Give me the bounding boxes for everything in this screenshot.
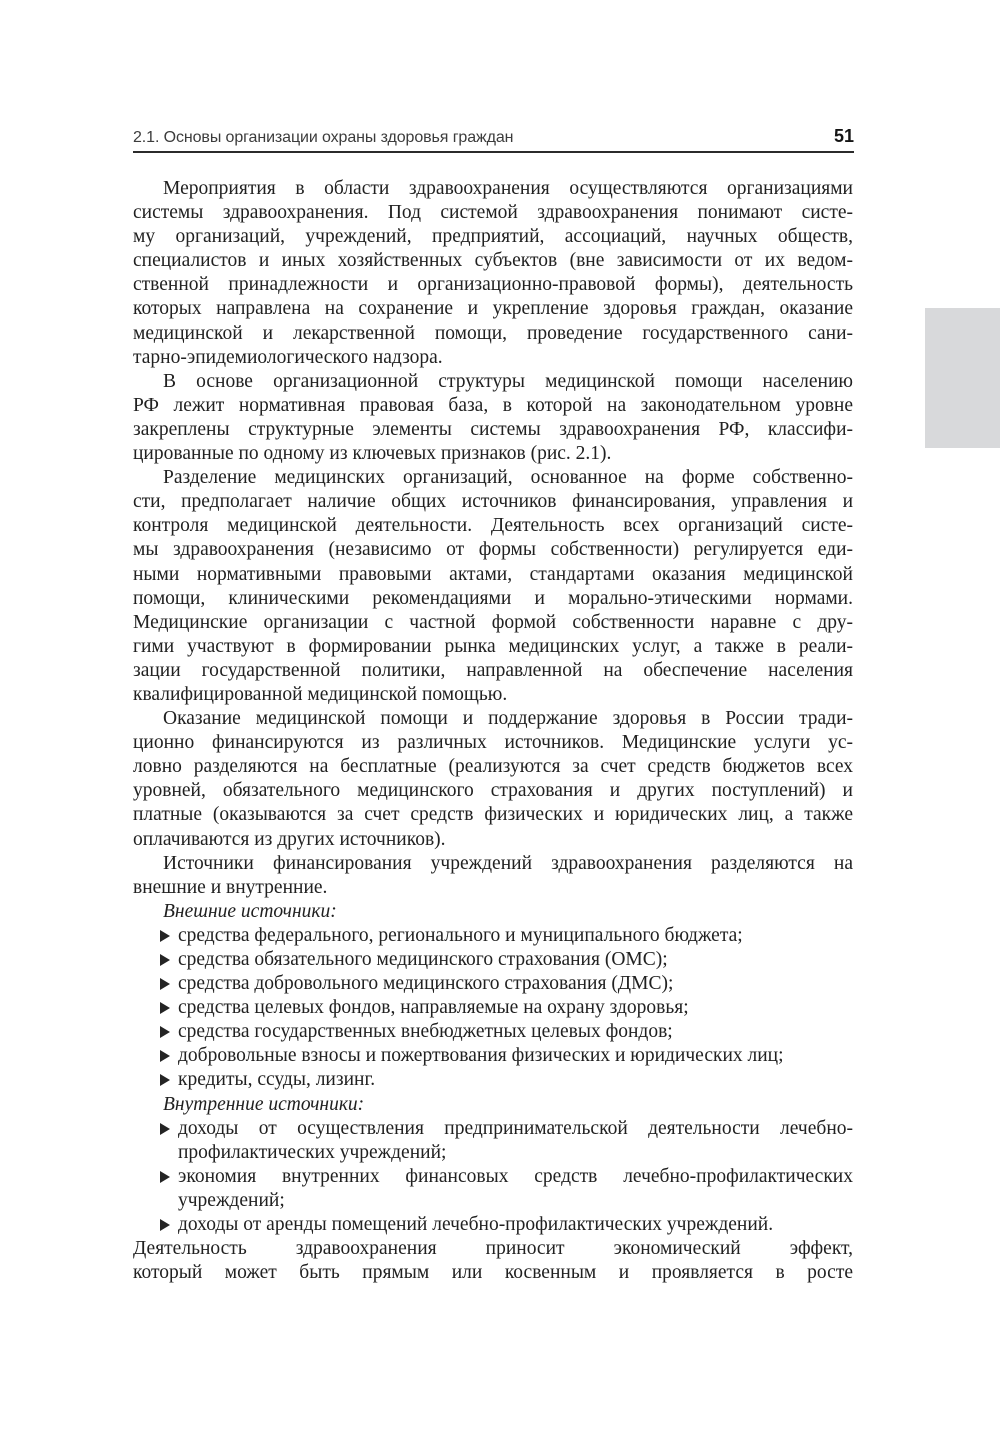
paragraph	[133, 370, 853, 466]
list-item-text	[178, 1068, 853, 1092]
text-line: помощи, клиническими рекомендациями и морально-этическими нормами.	[133, 587, 853, 609]
list-item	[133, 948, 853, 972]
text-line: средства федерального, регионального и муниципального бюджета;	[178, 924, 743, 946]
section-header-title: 2.1. Основы организации охраны здоровья граждан	[133, 129, 514, 146]
text-line: контроля медицинской деятельности. Деятельность всех организаций систе-	[133, 515, 853, 537]
triangle-right-bullet-icon	[160, 1026, 170, 1038]
text-line: гими участвуют в формировании рынка медицинских услуг, а также в реали-	[133, 635, 853, 657]
text-line: ными нормативными правовыми актами, стандартами оказания медицинской	[133, 563, 853, 585]
text-line: сти, предполагает наличие общих источников финансирования, управления и	[133, 491, 853, 513]
list-item-text	[178, 1020, 853, 1044]
text-line: кредиты, ссуды, лизинг.	[178, 1069, 376, 1091]
paragraph	[133, 466, 853, 707]
list-item	[133, 924, 853, 948]
text-line: добровольные взносы и пожертвования физических и юридических лиц;	[178, 1045, 784, 1067]
list-item-text	[178, 1044, 853, 1068]
text-line: специалистов и иных хозяйственных субъектов (вне зависимости от их ведом-	[133, 250, 853, 272]
list-item-text	[178, 972, 853, 996]
list-item-text	[178, 1165, 853, 1213]
text-line: зации государственной политики, направленной на обеспечение населения	[133, 659, 853, 681]
text-line: учреждений;	[178, 1189, 285, 1211]
text-line: квалифицированной медицинской помощью.	[133, 683, 508, 705]
text-line: средства обязательного медицинского страхования (ОМС);	[178, 949, 668, 970]
text-line: ственной принадлежности и организационно-правовой формы), деятельность	[133, 274, 853, 296]
list-heading: Внутренние источники:	[163, 1093, 365, 1115]
text-line: закреплены структурные элементы системы здравоохранения РФ, классифи-	[133, 418, 853, 440]
triangle-right-bullet-icon	[160, 930, 170, 942]
text-line: оплачиваются из других источников).	[133, 828, 446, 850]
text-line: Деятельность здравоохранения приносит экономический эффект,	[133, 1238, 853, 1260]
triangle-right-bullet-icon	[160, 1123, 170, 1135]
text-line: средства добровольного медицинского страхования (ДМС);	[178, 973, 674, 995]
triangle-right-bullet-icon	[160, 1171, 170, 1183]
list-item-text	[178, 924, 853, 948]
list-item-text	[178, 996, 853, 1020]
text-line: мы здравоохранения (независимо от формы собственности) регулируется еди-	[133, 539, 853, 561]
list-item-text	[178, 1117, 853, 1165]
triangle-right-bullet-icon	[160, 1074, 170, 1086]
text-line: который может быть прямым или косвенным и проявляется в росте	[133, 1262, 853, 1284]
text-line: экономия внутренних финансовых средств лечебно-профилактических	[178, 1165, 853, 1187]
list-item	[133, 1165, 853, 1213]
text-line: которых направлена на сохранение и укрепление здоровья граждан, оказание	[133, 298, 853, 320]
list-heading: Внешние источники:	[163, 900, 337, 922]
text-line: му организаций, учреждений, предприятий, ассоциаций, научных обществ,	[133, 226, 853, 248]
paragraph	[133, 707, 853, 852]
text-line: тарно-эпидемиологического надзора.	[133, 346, 443, 368]
triangle-right-bullet-icon	[160, 1219, 170, 1231]
triangle-right-bullet-icon	[160, 1002, 170, 1014]
text-line: уровней, обязательного медицинского страхования и других поступлений) и	[133, 780, 853, 802]
text-line: ловно разделяются на бесплатные (реализуются за счет средств бюджетов всех	[133, 756, 853, 778]
list-item	[133, 1117, 853, 1165]
page-edge-tab	[925, 308, 1000, 448]
text-line: доходы от осуществления предпринимательской деятельности лечебно-	[178, 1117, 853, 1139]
text-line: РФ лежит нормативная правовая база, в которой на законодательном уровне	[133, 394, 853, 416]
running-head	[133, 126, 854, 147]
text-line: средства целевых фондов, направляемые на охрану здоровья;	[178, 997, 689, 1019]
list-item	[133, 1213, 853, 1237]
triangle-right-bullet-icon	[160, 1050, 170, 1062]
text-line: Оказание медицинской помощи и поддержание здоровья в России тради-	[163, 708, 853, 730]
paragraph	[133, 852, 853, 900]
text-line: внешние и внутренние.	[133, 876, 328, 898]
header-rule	[133, 151, 854, 153]
text-line: В основе организационной структуры медицинской помощи населению	[163, 370, 853, 392]
list-item	[133, 1044, 853, 1068]
text-line: доходы от аренды помещений лечебно-профилактических учреждений.	[178, 1214, 774, 1236]
text-line: Медицинские организации с частной формой собственности наравне с дру-	[133, 611, 853, 633]
list-item-text	[178, 948, 853, 972]
text-line: цированные по одному из ключевых признаков (рис. 2.1).	[133, 443, 612, 465]
text-line: Мероприятия в области здравоохранения осуществляются организациями	[163, 178, 853, 199]
text-line: системы здравоохранения. Под системой здравоохранения понимают систе-	[133, 202, 853, 224]
text-line: медицинской и лекарственной помощи, проведение государственного сани-	[133, 322, 853, 344]
text-line: средства государственных внебюджетных целевых фондов;	[178, 1021, 673, 1043]
list-item-text	[178, 1213, 853, 1237]
text-line: Разделение медицинских организаций, основанное на форме собственно-	[163, 467, 853, 489]
paragraph	[133, 177, 853, 370]
paragraph	[133, 1237, 853, 1285]
list-item	[133, 972, 853, 996]
triangle-right-bullet-icon	[160, 954, 170, 966]
text-line: ционно финансируются из различных источников. Медицинские услуги ус-	[133, 732, 853, 754]
list-item	[133, 1020, 853, 1044]
page-number: 51	[833, 126, 854, 146]
text-line: профилактических учреждений;	[178, 1141, 447, 1163]
list-item	[133, 996, 853, 1020]
list-item	[133, 1068, 853, 1092]
page-body	[133, 177, 853, 1285]
text-line: Источники финансирования учреждений здравоохранения разделяются на	[163, 852, 853, 874]
text-line: платные (оказываются за счет средств физических и юридических лиц, а также	[133, 804, 853, 826]
triangle-right-bullet-icon	[160, 978, 170, 990]
